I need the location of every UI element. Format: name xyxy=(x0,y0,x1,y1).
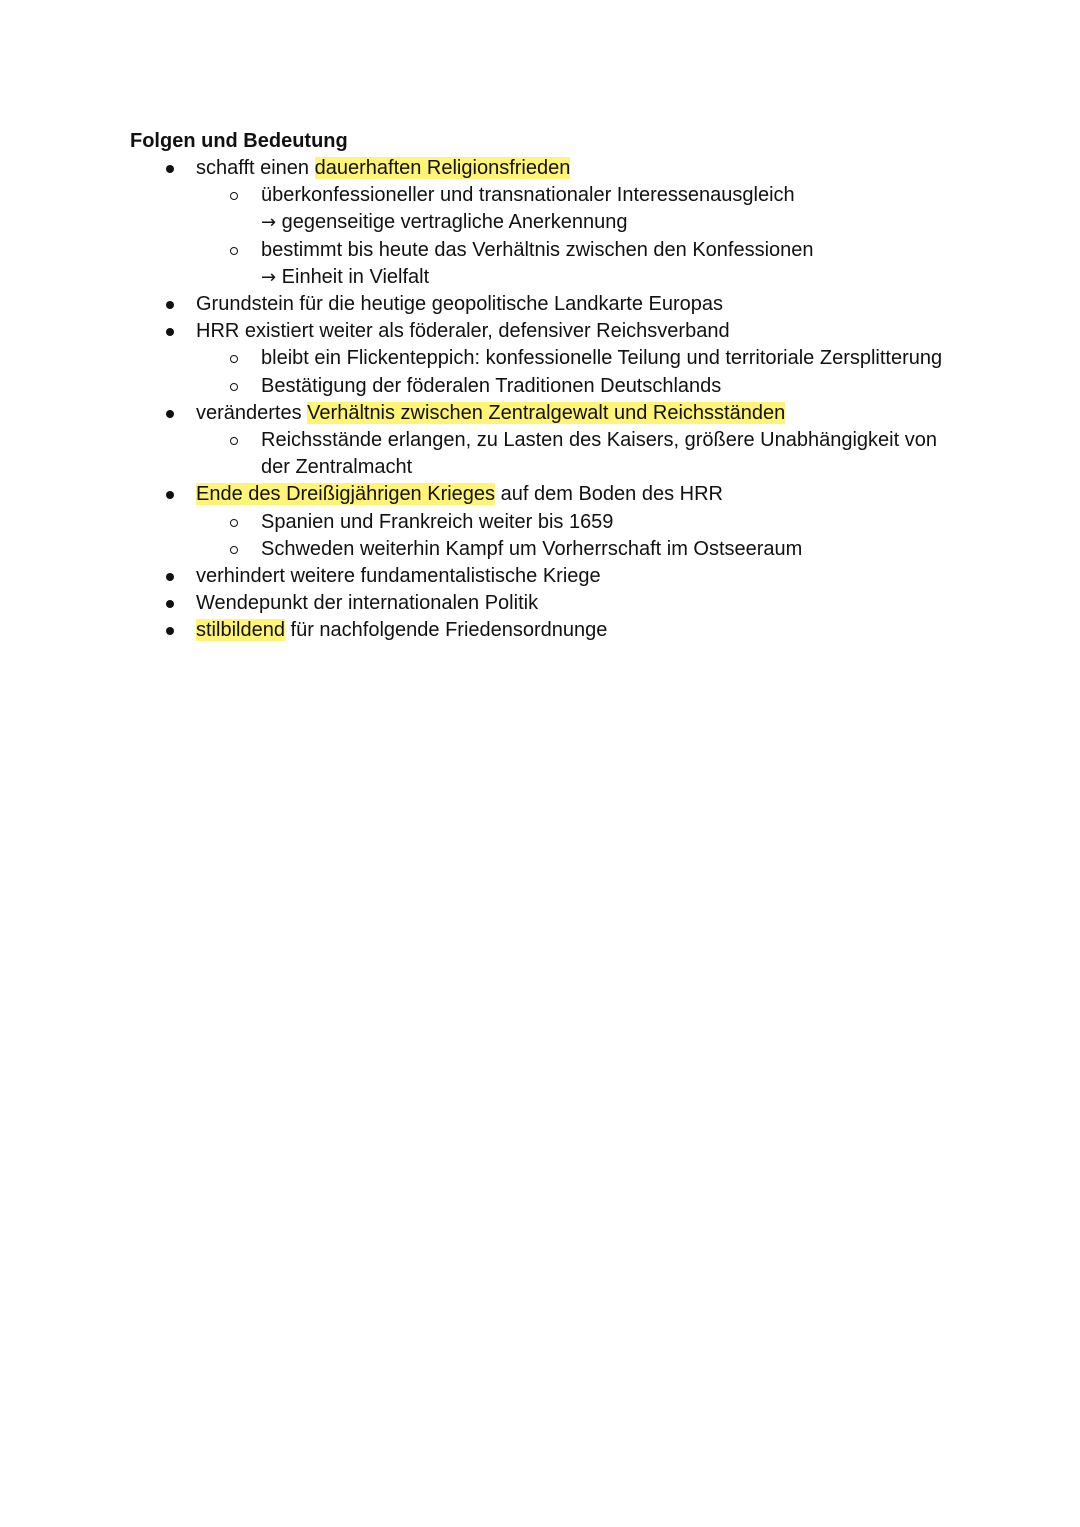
continuation-text: der Zentralmacht xyxy=(261,456,413,479)
list-item-hrr xyxy=(130,318,1010,345)
sub-item-reichsstaende xyxy=(130,427,1010,454)
sub-item-flickenteppich xyxy=(130,345,1010,372)
highlighted-text: dauerhaften Religionsfrieden xyxy=(314,157,571,179)
sub-item-continuation xyxy=(130,209,1010,236)
list-item-religionsfrieden xyxy=(130,155,1010,182)
sub-item-text: bestimmt bis heute das Verhältnis zwischen den Konfessionen xyxy=(261,238,814,261)
section-heading: Folgen und Bedeutung xyxy=(130,130,348,152)
item-text: verändertes xyxy=(196,401,308,424)
sub-item-interessenausgleich xyxy=(130,182,1010,209)
list-item-kriege xyxy=(130,563,1010,590)
sub-item-schweden xyxy=(130,536,1010,563)
sub-item-continuation xyxy=(130,264,1010,291)
list-item-grundstein xyxy=(130,291,1010,318)
item-text: Grundstein für die heutige geopolitische Landkarte Europas xyxy=(196,293,724,316)
list-item-stilbildend xyxy=(130,617,1010,644)
arrow-right-icon: → xyxy=(261,212,277,234)
sub-item-text: bleibt ein Flickenteppich: konfessionelle Teilung und territoriale Zersplitterung xyxy=(261,347,943,370)
highlighted-text: Verhältnis zwischen Zentralgewalt und Reichsständen xyxy=(307,401,786,424)
sub-item-text: überkonfessioneller und transnationaler Interessenausgleich xyxy=(261,184,795,207)
notes-content xyxy=(130,128,1010,645)
sub-item-text: Schweden weiterhin Kampf um Vorherrschaft im Ostseeraum xyxy=(261,537,803,560)
item-text: schafft einen xyxy=(196,157,315,179)
sub-item-continuation xyxy=(130,454,1010,481)
continuation-text: Einheit in Vielfalt xyxy=(281,265,430,288)
item-text: HRR existiert weiter als föderaler, defensiver Reichsverband xyxy=(196,320,730,343)
item-text: Wendepunkt der internationalen Politik xyxy=(196,592,539,615)
highlighted-text: stilbildend xyxy=(196,619,285,642)
arrow-right-icon: → xyxy=(261,266,277,288)
item-text: für nachfolgende Friedensordnunge xyxy=(284,619,608,642)
list-item-wendepunkt xyxy=(130,590,1010,617)
list-item-verhaeltnis xyxy=(130,400,1010,427)
list-item-kriegsende xyxy=(130,481,1010,508)
item-text: auf dem Boden des HRR xyxy=(495,483,723,506)
continuation-text: gegenseitige vertragliche Anerkennung xyxy=(281,211,628,234)
sub-item-konfessionen xyxy=(130,237,1010,264)
sub-item-text: Reichsstände erlangen, zu Lasten des Kaisers, größere Unabhängigkeit von xyxy=(261,429,937,452)
highlighted-text: Ende des Dreißigjährigen Krieges xyxy=(196,483,496,506)
sub-item-text: Bestätigung der föderalen Traditionen Deutschlands xyxy=(261,374,722,397)
sub-item-spanien xyxy=(130,509,1010,536)
item-text: verhindert weitere fundamentalistische Kriege xyxy=(196,565,601,588)
sub-item-text: Spanien und Frankreich weiter bis 1659 xyxy=(261,510,614,533)
sub-item-traditionen xyxy=(130,373,1010,400)
